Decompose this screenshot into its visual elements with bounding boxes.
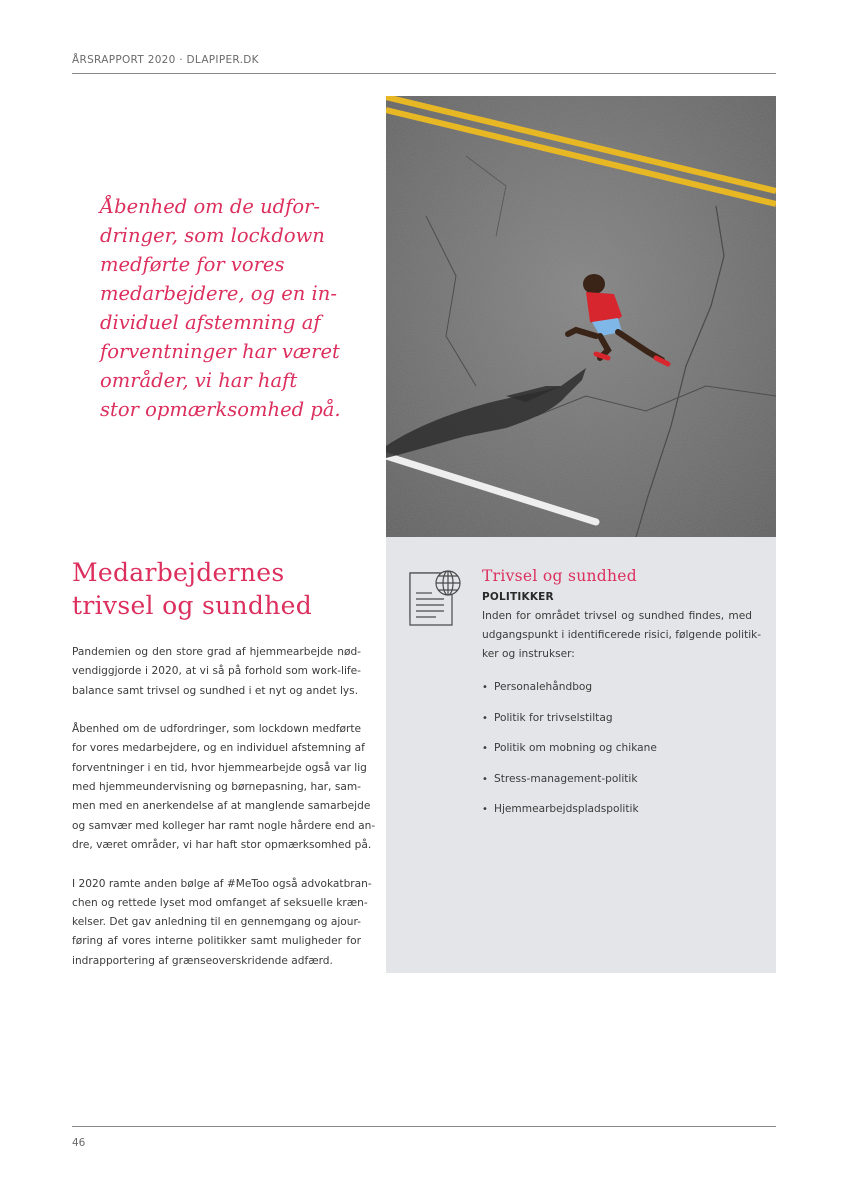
body-line: vendiggjorde i 2020, at vi så på forhold som work-life- [72, 665, 361, 678]
running-header: ÅRSRAPPORT 2020 · DLAPIPER.DK [72, 54, 259, 66]
panel-intro-line: udgangspunkt i identificerede risici, følgende politik- [482, 629, 762, 641]
section-title [72, 556, 312, 622]
body-line: Åbenhed om de udfordringer, som lockdown medførte [72, 723, 361, 736]
pull-quote-line: dringer, som lockdown [100, 224, 325, 247]
body-line: føring af vores interne politikker samt muligheder for [72, 935, 361, 948]
document-globe-icon [408, 569, 464, 629]
policy-item: • Hjemmearbejdspladspolitik [482, 800, 657, 831]
policy-item: • Politik for trivselstiltag [482, 709, 657, 740]
body-paragraph [72, 643, 361, 701]
pull-quote-line: områder, vi har haft [100, 369, 298, 392]
pull-quote-line: stor opmærksomhed på. [100, 398, 341, 421]
panel-intro-line: ker og instrukser: [482, 648, 575, 660]
body-text [72, 643, 376, 990]
panel-intro-line: Inden for området trivsel og sundhed findes, med [482, 610, 752, 622]
policy-item: • Politik om mobning og chikane [482, 739, 657, 770]
pull-quote-line: forventninger har været [100, 340, 340, 363]
pull-quote [100, 192, 350, 424]
pull-quote-line: dividuel afstemning af [100, 311, 321, 334]
body-line: chen og rettede lyset mod omfanget af seksuelle kræn- [72, 896, 368, 909]
policy-list [482, 678, 657, 831]
footer-divider [72, 1126, 776, 1127]
body-line: kelser. Det gav anledning til en gennemgang og ajour- [72, 916, 361, 929]
panel-intro [482, 607, 762, 664]
body-line: men med en anerkendelse af at manglende samarbejde [72, 800, 371, 813]
policy-item: • Stress-management-politik [482, 770, 657, 801]
body-line: forventninger i en tid, hvor hjemmearbejde også var lig [72, 761, 367, 774]
section-title-line: Medarbejdernes [72, 558, 285, 587]
panel-title: Trivsel og sundhed [482, 567, 637, 585]
pull-quote-line: medarbejdere, og en in- [100, 282, 337, 305]
pull-quote-line: Åbenhed om de udfor- [100, 195, 321, 218]
panel-subtitle: POLITIKKER [482, 591, 554, 603]
body-line: balance samt trivsel og sundhed i et nyt og andet lys. [72, 684, 359, 697]
body-line: dre, været områder, vi har haft stor opmærksomhed på. [72, 838, 372, 851]
pull-quote-line: medførte for vores [100, 253, 285, 276]
body-line: med hjemmeundervisning og børnepasning, har, sam- [72, 781, 361, 794]
body-paragraph [72, 720, 376, 855]
policies-panel [386, 537, 776, 973]
page-number: 46 [72, 1137, 86, 1149]
body-line: for vores medarbejdere, og en individuel afstemning af [72, 742, 365, 755]
header-divider [72, 73, 776, 74]
runner-photo [386, 96, 776, 537]
body-line: Pandemien og den store grad af hjemmearbejde nød- [72, 646, 361, 658]
body-paragraph [72, 875, 372, 971]
section-title-line: trivsel og sundhed [72, 591, 313, 620]
body-line: og samvær med kolleger har ramt nogle hårdere end an- [72, 819, 376, 832]
policy-item: • Personalehåndbog [482, 678, 657, 709]
body-line: I 2020 ramte anden bølge af #MeToo også advokatbran- [72, 877, 372, 890]
body-line: indrapportering af grænseoverskridende adfærd. [72, 954, 333, 967]
